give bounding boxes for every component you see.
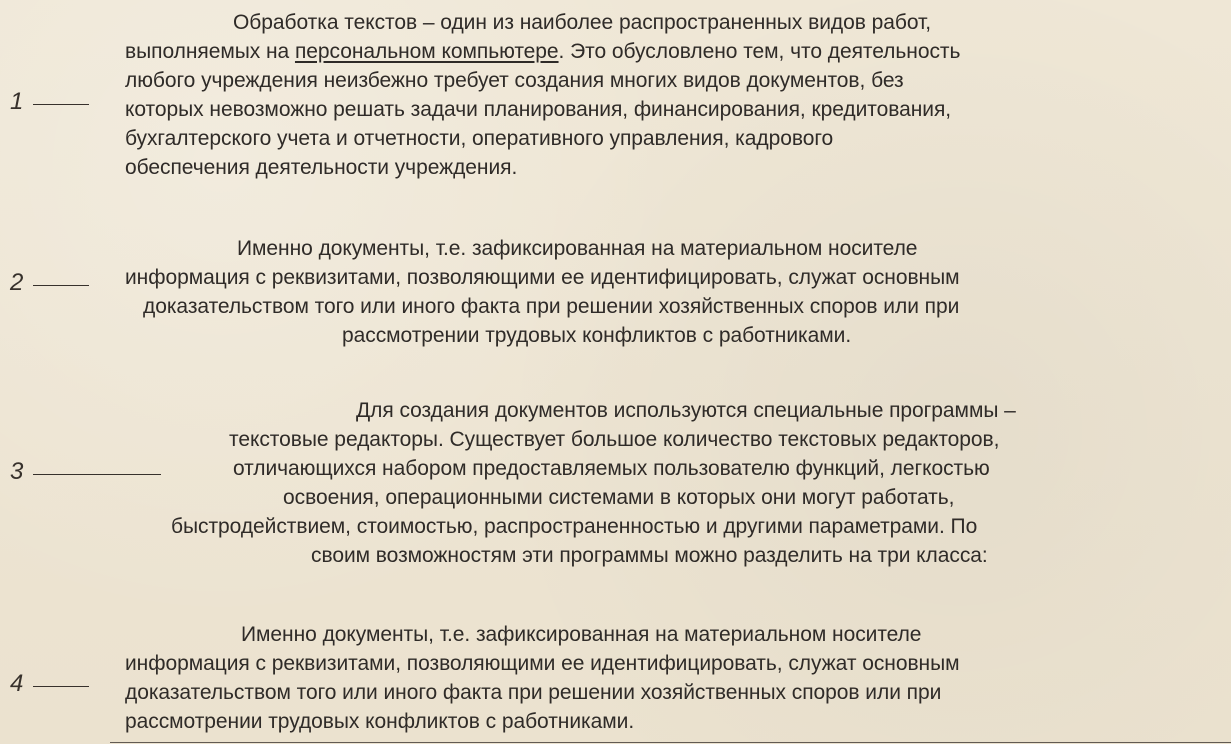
paragraph-3-line-4: освоения, операционными системами в которых они могут работать, (283, 486, 955, 509)
marker-line (33, 686, 89, 687)
paragraph-3-line-3: отличающихся набором предоставляемых пользователю функций, легкостью (233, 457, 990, 480)
paragraph-4 (125, 620, 1220, 736)
paragraph-3-line-6: своим возможностям эти программы можно разделить на три класса: (311, 544, 988, 567)
paragraph-1-line-2-prefix: выполняемых на (125, 40, 295, 63)
personal-computer-link[interactable]: персональном компьютере (294, 40, 559, 63)
paragraph-marker-3 (10, 458, 161, 486)
paragraph-marker-1 (10, 88, 89, 116)
paragraph-4-line-4: рассмотрении трудовых конфликтов с работниками. (125, 710, 635, 733)
paragraph-1 (125, 8, 1185, 182)
bottom-rule (110, 742, 1231, 743)
paragraph-2-line-2: информация с реквизитами, позволяющими ее идентифицировать, служат основным (125, 266, 960, 289)
paragraph-2-line-4: рассмотрении трудовых конфликтов с работниками. (342, 324, 852, 347)
paragraph-marker-number: 4 (10, 670, 24, 697)
paragraph-marker-2 (10, 269, 89, 297)
paragraph-marker-number: 3 (10, 458, 24, 485)
marker-line (33, 474, 161, 475)
paragraph-1-line-2 (125, 37, 1185, 66)
paragraph-4-line-1: Именно документы, т.е. зафиксированная на материальном носителе (241, 623, 922, 646)
paragraph-2-line-1: Именно документы, т.е. зафиксированная на материальном носителе (237, 237, 918, 260)
paragraph-3 (171, 396, 1217, 570)
paragraph-1-line-6: обеспечения деятельности учреждения. (125, 156, 518, 179)
paragraph-marker-number: 1 (10, 88, 24, 115)
paragraph-marker-4 (10, 670, 89, 698)
paragraph-3-line-1: Для создания документов используются специальные программы – (356, 399, 1016, 422)
marker-line (33, 285, 89, 286)
paragraph-1-line-3: любого учреждения неизбежно требует создания многих видов документов, без (125, 69, 904, 92)
paragraph-3-line-2: текстовые редакторы. Существует большое количество текстовых редакторов, (229, 428, 1000, 451)
paragraph-1-line-2-suffix: . Это обусловлено тем, что деятельность (558, 40, 961, 63)
paragraph-2-line-3: доказательством того или иного факта при решении хозяйственных споров или при (143, 295, 960, 318)
paragraph-3-line-5: быстродействием, стоимостью, распространенностью и другими параметрами. По (171, 515, 978, 538)
paragraph-2 (125, 234, 1220, 350)
paragraph-4-line-2: информация с реквизитами, позволяющими ее идентифицировать, служат основным (125, 652, 960, 675)
paragraph-marker-number: 2 (10, 269, 24, 296)
marker-line (33, 104, 89, 105)
paragraph-1-line-1: Обработка текстов – один из наиболее распространенных видов работ, (233, 11, 932, 34)
paragraph-1-line-5: бухгалтерского учета и отчетности, оперативного управления, кадрового (125, 127, 834, 150)
paragraph-1-line-4: которых невозможно решать задачи планирования, финансирования, кредитования, (125, 98, 952, 121)
paragraph-4-line-3: доказательством того или иного факта при решении хозяйственных споров или при (125, 681, 942, 704)
